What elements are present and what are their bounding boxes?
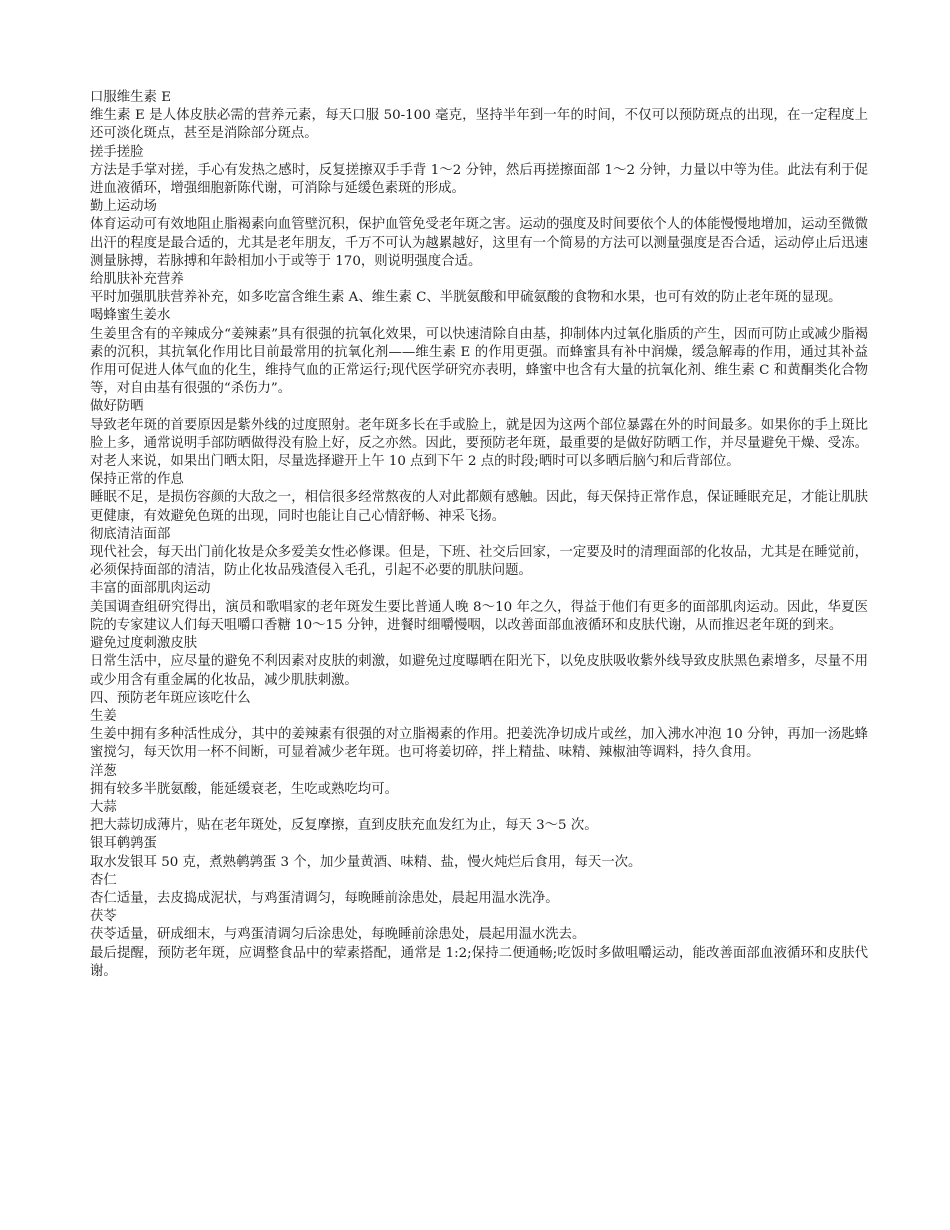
section-paragraph: 现代社会，每天出门前化妆是众多爱美女性必修课。但是，下班、社交后回家，一定要及时的清理面部的化妆品，尤其是在睡觉前，必须保持面部的清洁，防止化妆品残渣侵入毛孔，引起不必要的肌肤问题。 <box>90 545 868 579</box>
section-paragraph: 导致老年斑的首要原因是紫外线的过度照射。老年斑多长在手或脸上，就是因为这两个部位暴露在外的时间最多。如果你的手上斑比脸上多，通常说明手部防晒做得没有脸上好，反之亦然。因此，要预防老年斑，最重要的是做好防晒工作，并尽量避免干燥、受冻。对老人来说，如果出门晒太阳，尽量选择避开上午 10 点到下午 2 点的时段;晒时可以多晒后脑勺和后背部位。 <box>90 417 868 470</box>
section-paragraph: 日常生活中，应尽量的避免不利因素对皮肤的刺激，如避免过度曝晒在阳光下，以免皮肤吸收紫外线导致皮肤黑色素增多，尽量不用或少用含有重金属的化妆品，减少肌肤刺激。 <box>90 654 868 688</box>
section-heading: 勤上运动场 <box>90 199 157 215</box>
food-paragraph: 拥有较多半胱氨酸，能延缓衰老，生吃或熟吃均可。 <box>90 781 398 797</box>
closing-paragraph: 最后提醒，预防老年斑，应调整食品中的荤素搭配，通常是 1:2;保持二便通畅;吃饭时多做咀嚼运动，能改善面部血液循环和皮肤代谢。 <box>90 945 868 979</box>
section-paragraph: 维生素 E 是人体皮肤必需的营养元素，每天口服 50-100 毫克，坚持半年到一年的时间，不仅可以预防斑点的出现，在一定程度上还可淡化斑点，甚至是消除部分斑点。 <box>90 108 868 142</box>
section-heading: 避免过度刺激皮肤 <box>90 636 198 652</box>
food-heading-poria: 茯苓 <box>90 909 117 925</box>
section-heading: 保持正常的作息 <box>90 472 184 488</box>
section-heading: 做好防晒 <box>90 399 144 415</box>
section-paragraph: 体育运动可有效地阻止脂褐素向血管壁沉积，保护血管免受老年斑之害。运动的强度及时间要依个人的体能慢慢地增加，运动至微微出汗的程度是最合适的，尤其是老年朋友，千万不可认为越累越好，这里有一个简易的方法可以测量强度是否合适，运动停止后迅速测量脉搏，若脉搏和年龄相加小于或等于 170，则说明强度合适。 <box>90 217 868 269</box>
food-heading-garlic: 大蒜 <box>90 799 117 815</box>
section-paragraph: 美国调查组研究得出，演员和歌唱家的老年斑发生要比普通人晚 8～10 年之久，得益于他们有更多的面部肌肉运动。因此，华夏医院的专家建议人们每天咀嚼口香糖 10～15 分钟，进餐时细嚼慢咽，以改善面部血液循环和皮肤代谢，从而推迟老年斑的到来。 <box>90 599 868 633</box>
food-heading-tremella-egg: 银耳鹌鹑蛋 <box>90 836 157 852</box>
food-paragraph: 杏仁适量，去皮捣成泥状，与鸡蛋清调匀，每晚睡前涂患处，晨起用温水洗净。 <box>90 890 559 906</box>
section-paragraph: 睡眠不足，是损伤容颜的大敌之一，相信很多经常熬夜的人对此都颇有感触。因此，每天保持正常作息，保证睡眠充足，才能让肌肤更健康，有效避免色斑的出现，同时也能让自己心情舒畅、神采飞扬。 <box>90 490 868 524</box>
food-heading-onion: 洋葱 <box>90 763 117 779</box>
section-heading: 彻底清洁面部 <box>90 526 171 542</box>
food-paragraph: 生姜中拥有多种活性成分，其中的姜辣素有很强的对立脂褐素的作用。把姜洗净切成片或丝，加入沸水冲泡 10 分钟，再加一汤匙蜂蜜搅匀，每天饮用一杯不间断，可显着减少老年斑。也可将姜切碎，拌上精盐、味精、辣椒油等调料，持久食用。 <box>90 727 868 761</box>
section-paragraph: 生姜里含有的辛辣成分“姜辣素”具有很强的抗氧化效果，可以快速清除自由基，抑制体内过氧化脂质的产生，因而可防止或减少脂褐素的沉积，其抗氧化作用比目前最常用的抗氧化剂——维生素 E 的作用更强。而蜂蜜具有补中润燥，缓急解毒的作用，通过其补益作用可促进人体气血的化生，维持气血的正常运行;现代医学研究亦表明，蜂蜜中也含有大量的抗氧化剂、维生素 C 和黄酮类化合物等，对自由基有很强的“杀伤力”。 <box>90 326 868 397</box>
section-heading: 喝蜂蜜生姜水 <box>90 308 171 324</box>
section-paragraph: 平时加强肌肤营养补充，如多吃富含维生素 A、维生素 C、半胱氨酸和甲硫氨酸的食物和水果，也可有效的防止老年斑的显现。 <box>90 290 842 306</box>
part-heading: 四、预防老年斑应该吃什么 <box>90 690 251 706</box>
food-paragraph: 茯苓适量，研成细末，与鸡蛋清调匀后涂患处，每晚睡前涂患处，晨起用温水洗去。 <box>90 927 586 943</box>
document-body <box>90 89 868 981</box>
food-heading-almond: 杏仁 <box>90 872 117 888</box>
section-heading: 搓手搓脸 <box>90 144 144 160</box>
food-paragraph: 取水发银耳 50 克，煮熟鹌鹑蛋 3 个，加少量黄酒、味精、盐，慢火炖烂后食用，每天一次。 <box>90 854 642 870</box>
section-heading: 口服维生素 E <box>90 90 171 105</box>
section-heading: 丰富的面部肌肉运动 <box>90 581 211 597</box>
section-paragraph: 方法是手掌对搓，手心有发热之感时，反复搓擦双手手背 1～2 分钟，然后再搓擦面部 1～2 分钟，力量以中等为佳。此法有利于促进血液循环，增强细胞新陈代谢，可消除与延缓色素斑的形成。 <box>90 162 868 197</box>
food-heading-ginger: 生姜 <box>90 708 117 724</box>
food-paragraph: 把大蒜切成薄片，贴在老年斑处，反复摩擦，直到皮肤充血发红为止，每天 3～5 次。 <box>90 818 598 834</box>
section-heading: 给肌肤补充营养 <box>90 272 184 288</box>
